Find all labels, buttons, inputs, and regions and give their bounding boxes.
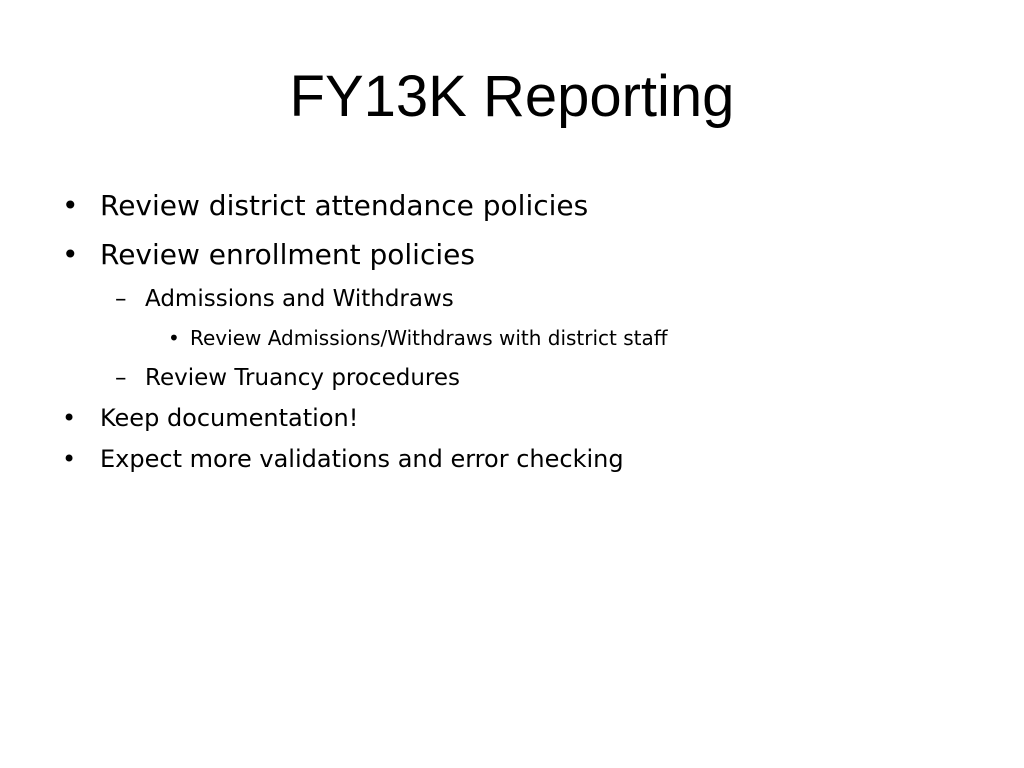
bullet-text: Expect more validations and error checking (100, 445, 624, 473)
bullet-item (62, 238, 475, 272)
bullet-marker: • (62, 404, 77, 432)
sub-bullet-item (115, 363, 460, 393)
bullet-marker: • (168, 326, 180, 350)
bullet-item (62, 444, 624, 474)
bullet-text: Keep documentation! (100, 404, 359, 432)
bullet-item (62, 189, 589, 223)
bullet-text: Review enrollment policies (100, 238, 475, 271)
sub-bullet-text: Admissions and Withdraws (145, 286, 454, 312)
dash-marker: – (115, 286, 127, 312)
sub-sub-bullet-text: Review Admissions/Withdraws with district staff (190, 326, 668, 350)
sub-bullet-text: Review Truancy procedures (145, 365, 460, 391)
dash-marker: – (115, 365, 127, 391)
bullet-text: Review district attendance policies (100, 189, 589, 222)
bullet-marker: • (62, 189, 79, 222)
bullet-item (62, 403, 359, 433)
slide-title: FY13K Reporting (289, 64, 735, 129)
sub-sub-bullet-item (168, 325, 668, 351)
bullet-marker: • (62, 445, 77, 473)
sub-bullet-item (115, 284, 454, 314)
bullet-marker: • (62, 238, 79, 271)
